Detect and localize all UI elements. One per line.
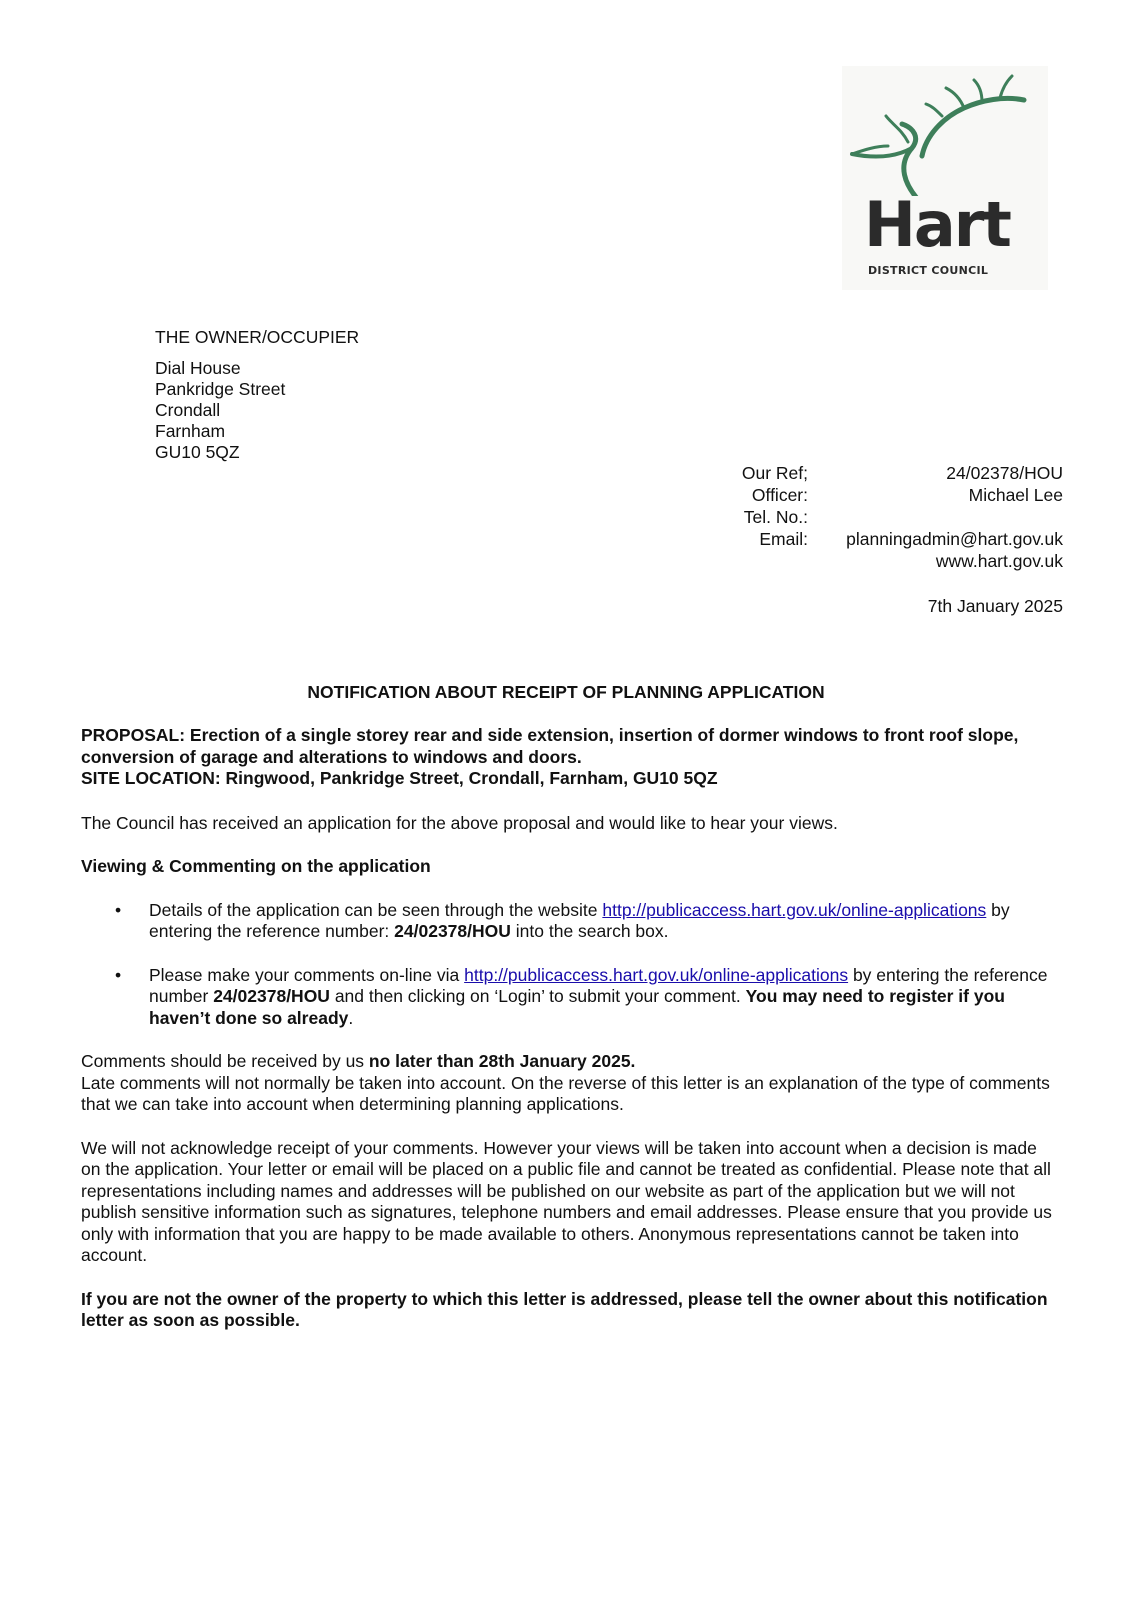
address-line: Crondall [155,400,221,420]
reference-block [620,463,1063,573]
tel-row [620,507,1063,529]
stag-antler-icon [842,66,1048,196]
address-line: Dial House [155,358,241,378]
bullet-text: by entering the reference number [149,964,1048,1006]
intro-paragraph: The Council has received an application for the above proposal and would like to hear your views. [81,812,838,833]
letter-date: 7th January 2025 [927,596,1063,616]
our-ref-value: 24/02378/HOU [946,463,1063,483]
logo-subtitle: DISTRICT COUNCIL [868,264,989,277]
logo-wordmark: Hart [864,188,1010,261]
address-line: GU10 5QZ [155,442,240,462]
website-value: www.hart.gov.uk [935,551,1063,571]
instructions-list [81,900,1061,1030]
list-item [81,900,1061,943]
deadline-date: no later than 28th January 2025. [368,1051,636,1071]
deadline-line [81,1051,1061,1073]
list-item [81,965,1061,1030]
ref-row [620,463,1063,485]
late-comments-paragraph: Late comments will not normally be taken into account. On the reverse of this letter is an explanation of the type of comments that we can take into account when determining planning applications. [81,1072,1050,1114]
officer-value: Michael Lee [968,485,1063,505]
bullet-text: and then clicking on ‘Login’ to submit your comment. [329,986,746,1006]
bullet-text: Please make your comments on-line via [149,964,465,985]
public-access-link[interactable]: http://publicaccess.hart.gov.uk/online-applications [602,899,987,920]
bullet-icon: • [115,964,122,985]
officer-row [620,485,1063,507]
address-block [155,358,285,463]
email-value: planningadmin@hart.gov.uk [846,529,1063,549]
tel-value [808,507,1063,529]
register-note: You may need to register if you haven’t done so already [149,986,1005,1028]
letter-body [81,725,1061,1332]
page-title: NOTIFICATION ABOUT RECEIPT OF PLANNING APPLICATION [307,682,825,702]
address-line: Pankridge Street [155,379,286,399]
hart-logo [842,66,1048,290]
owner-notice: If you are not the owner of the property to which this letter is addressed, please tell the owner about this notification letter as soon as possible. [81,1288,1048,1330]
bullet-text: . [348,1007,354,1028]
address-line: Farnham [155,421,226,441]
deadline-text: Comments should be received by us [81,1051,369,1071]
public-access-link[interactable]: http://publicaccess.hart.gov.uk/online-applications [464,964,849,985]
section-subheading: Viewing & Commenting on the application [81,856,431,876]
bullet-text: into the search box. [510,921,669,941]
tel-label: Tel. No.: [743,507,808,527]
privacy-paragraph: We will not acknowledge receipt of your comments. However your views will be taken into account when a decision is made on the application. Your letter or email will be placed on a public file and cannot be treated as confidential. Please note that all representations including names and addresses will be published on our website as part of the application but we will not publish sensitive information such as signatures, telephone numbers and email addresses. Please ensure that you provide us only with information that you are happy to be made available to others. Anonymous representations cannot be taken into account. [81,1137,1052,1265]
our-ref-label: Our Ref; [741,463,808,483]
email-row [620,529,1063,551]
bullet-text: Details of the application can be seen through the website [149,899,603,920]
site-location: SITE LOCATION: Ringwood, Pankridge Street, Crondall, Farnham, GU10 5QZ [81,768,718,788]
bullet-icon: • [115,899,122,920]
bullet-text: by entering the reference number: [149,899,1010,941]
recipient: THE OWNER/OCCUPIER [155,327,360,347]
officer-label: Officer: [751,485,808,505]
reference-number: 24/02378/HOU [394,921,511,941]
reference-number: 24/02378/HOU [213,986,330,1006]
proposal-text: PROPOSAL: Erection of a single storey rear and side extension, insertion of dormer windows to front roof slope, conversion of garage and alterations to windows and doors. [81,725,1019,767]
email-label: Email: [759,529,808,549]
